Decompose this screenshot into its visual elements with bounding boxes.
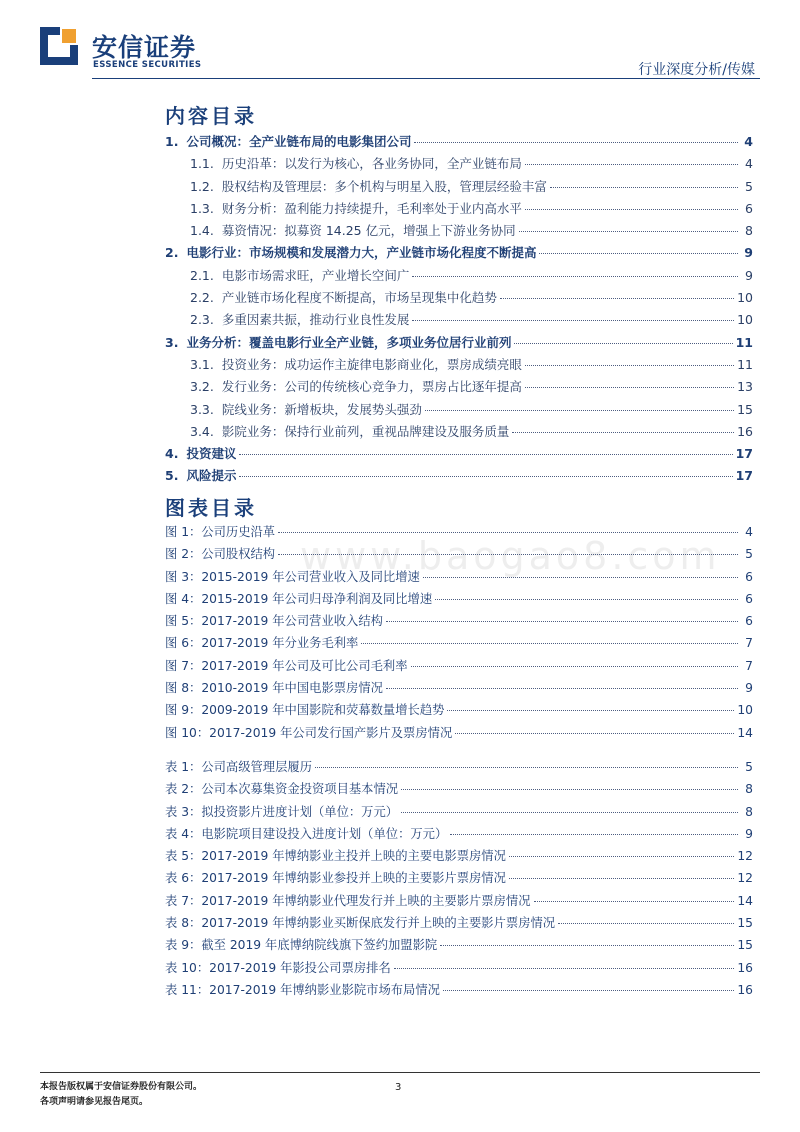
toc-item-text: 影院业务：保持行业前列，重视品牌建设及服务质量 [221,423,510,439]
dot-leader [425,410,734,411]
figure-list-item[interactable] [165,678,753,700]
figure-list-item-page: 7 [745,658,753,673]
dot-leader [525,365,734,366]
dot-leader [539,253,738,254]
toc-item-text: 公司概况：全产业链布局的电影集团公司 [186,134,412,149]
toc-item-page: 8 [745,223,753,239]
dot-leader [509,856,734,857]
figure-list-item-text: 图 5：2017-2019 年公司营业收入结构 [165,614,383,629]
table-list-item-text: 表 4：电影院项目建设投入进度计划（单位：万元） [165,826,448,841]
toc-item-text: 投资建议 [186,446,237,462]
figure-list-item-page: 6 [745,591,753,606]
toc-item-number: 3.3. [190,401,214,417]
dot-leader [386,688,738,689]
dot-leader [525,209,738,210]
table-list-item-page: 12 [737,849,753,864]
toc-item[interactable] [165,422,753,444]
table-list-item-text: 表 5：2017-2019 年博纳影业主投并上映的主要电影票房情况 [165,849,506,864]
dot-leader [534,901,735,902]
dot-leader [239,454,732,455]
dot-leader [500,298,734,299]
dot-leader [394,968,735,969]
figure-list-item-text: 图 4：2015-2019 年公司归母净利润及同比增速 [165,591,433,606]
figure-list-item-text: 图 1：公司历史沿革 [165,525,276,539]
dot-leader [550,187,738,188]
toc-item-page: 4 [745,156,753,172]
toc-item-page: 6 [745,200,753,216]
figure-list-item-text: 图 2：公司股权结构 [165,547,276,562]
figure-list-item-text: 图 7：2017-2019 年公司及可比公司毛利率 [165,658,408,673]
toc-item-number: 2. [165,245,179,261]
toc-item-text: 募资情况：拟募资 14.25 亿元，增强上下游业务协同 [221,223,516,239]
toc-item-number: 1. [165,134,179,149]
toc-item-page: 17 [735,446,753,462]
toc-item-text: 投资业务：成功运作主旋律电影商业化，票房成绩亮眼 [221,356,522,372]
dot-leader [443,990,734,991]
figure-list-item-text: 图 9：2009-2019 年中国影院和荧幕数量增长趋势 [165,703,445,718]
dot-leader [450,834,738,835]
table-list-item-text: 表 8：2017-2019 年博纳影业买断保底发行并上映的主要影片票房情况 [165,916,556,931]
figure-list-item-page: 6 [745,569,753,584]
dot-leader [401,789,738,790]
figure-list-item[interactable] [165,522,753,544]
toc-item-text: 多重因素共振，推动行业良性发展 [221,312,410,328]
table-list-item-page: 15 [737,916,753,931]
toc-item-number: 1.4. [190,223,214,239]
dot-leader [278,554,738,555]
table-list-item[interactable] [165,824,753,846]
table-list-item-text: 表 11：2017-2019 年博纳影业影院市场布局情况 [165,982,440,997]
table-list-item[interactable] [165,891,753,913]
figure-list-item-text: 图 10：2017-2019 年公司发行国产影片及票房情况 [165,725,453,740]
toc-item-page: 15 [737,401,753,417]
table-list-item-text: 表 10：2017-2019 年影投公司票房排名 [165,960,391,975]
dot-leader [514,343,732,344]
dot-leader [412,276,738,277]
toc-item-page: 11 [737,356,753,372]
copyright-note: 本报告版权属于安信证券股份有限公司。 [40,1082,203,1092]
toc-item[interactable] [165,288,753,310]
dot-leader [423,577,738,578]
table-list-item[interactable] [165,846,753,868]
toc-item-number: 3.1. [190,356,214,372]
figure-list-item[interactable] [165,611,753,633]
figure-list-item[interactable] [165,656,753,678]
table-list-item[interactable] [165,980,753,1002]
brand-name-cn: 安信证券 [92,33,197,62]
figure-list-item-page: 6 [745,614,753,629]
dot-leader [386,621,738,622]
figure-list-item[interactable] [165,633,753,655]
table-list-item-page: 14 [737,893,753,908]
dot-leader [512,432,734,433]
toc-item[interactable] [165,355,753,377]
table-list-item-page: 16 [737,982,753,997]
toc-item-page: 5 [745,178,753,194]
figure-list-item-text: 图 8：2010-2019 年中国电影票房情况 [165,681,383,696]
toc-item-page: 17 [735,468,753,484]
page-number: 3 [395,1082,402,1093]
toc-item-page: 9 [744,245,753,261]
footer-divider [40,1072,760,1073]
table-list [165,757,753,1002]
toc-item[interactable] [165,310,753,332]
table-list-item-page: 9 [745,826,753,841]
table-list-item[interactable] [165,935,753,957]
toc-item-text: 业务分析：覆盖电影行业全产业链，多项业务位居行业前列 [186,334,512,350]
table-list-item[interactable] [165,757,753,779]
toc-item-page: 4 [744,134,753,149]
toc-item-text: 发行业务：公司的传统核心竞争力，票房占比逐年提高 [221,379,522,395]
toc-item-text: 电影市场需求旺，产业增长空间广 [221,267,410,283]
toc-item-page: 10 [737,312,753,328]
toc-item-page: 11 [735,334,753,350]
toc-item[interactable] [165,400,753,422]
table-list-item-page: 12 [737,871,753,886]
table-list-item-page: 5 [745,760,753,774]
toc-item-text: 风险提示 [186,468,237,484]
toc-item-number: 2.2. [190,290,214,306]
watermark: www.baogao8.com [300,534,721,578]
toc-item-text: 股权结构及管理层：多个机构与明星入股，管理层经验丰富 [221,178,547,194]
figures-title: 图表目录 [165,496,257,520]
toc-item-number: 3.4. [190,423,214,439]
dot-leader [455,733,734,734]
dot-leader [414,142,738,143]
figure-list-item-page: 7 [745,636,753,651]
toc-item[interactable] [165,132,753,154]
toc-item-number: 4. [165,446,179,462]
toc-item-number: 2.1. [190,267,214,283]
toc-item[interactable] [165,221,753,243]
dot-leader [278,532,738,533]
table-list-item-page: 15 [737,938,753,953]
toc-item[interactable] [165,177,753,199]
toc-item[interactable] [165,466,753,488]
dot-leader [315,767,738,768]
dot-leader [509,878,734,879]
figure-list-item[interactable] [165,700,753,722]
toc-item[interactable] [165,154,753,176]
dot-leader [411,666,738,667]
table-list-item[interactable] [165,779,753,801]
figure-list [165,522,753,745]
dot-leader [361,643,738,644]
figure-list-item-page: 9 [745,681,753,696]
figure-list-item[interactable] [165,589,753,611]
essence-logo-icon [40,27,78,65]
figure-list-item[interactable] [165,544,753,566]
dot-leader [440,945,734,946]
toc-item-number: 1.1. [190,156,214,172]
toc-item-text: 院线业务：新增板块，发展势头强劲 [221,401,422,417]
figure-list-item-page: 4 [745,525,753,539]
header-divider [92,78,760,79]
table-list-item-page: 16 [737,960,753,975]
toc-item-text: 历史沿革：以发行为核心，各业务协同，全产业链布局 [221,156,522,172]
table-list-item-text: 表 9：截至 2019 年底博纳院线旗下签约加盟影院 [165,938,438,953]
toc-item-number: 1.2. [190,178,214,194]
dot-leader [525,164,738,165]
toc-item-text: 产业链市场化程度不断提高，市场呈现集中化趋势 [221,290,497,306]
table-list-item-text: 表 7：2017-2019 年博纳影业代理发行并上映的主要影片票房情况 [165,893,531,908]
toc-item-number: 2.3. [190,312,214,328]
toc-item-page: 10 [737,290,753,306]
table-list-item[interactable] [165,958,753,980]
toc-item-page: 9 [745,267,753,283]
toc-item[interactable] [165,243,753,265]
dot-leader [239,476,732,477]
toc-item-page: 13 [737,379,753,395]
table-list-item-page: 8 [745,782,753,797]
dot-leader [447,710,734,711]
toc-item[interactable] [165,444,753,466]
figure-list-item-page: 14 [737,725,753,740]
toc-item[interactable] [165,333,753,355]
figure-list-item-text: 图 6：2017-2019 年分业务毛利率 [165,636,359,651]
toc-item-number: 3.2. [190,379,214,395]
dot-leader [519,231,738,232]
report-category: 行业深度分析/传媒 [638,62,755,78]
brand-name-en: ESSENCE SECURITIES [93,60,202,70]
figure-list-item[interactable] [165,723,753,745]
table-list-item-text: 表 3：拟投资影片进度计划（单位：万元） [165,804,399,819]
dot-leader [401,812,738,813]
disclaimer-note: 各项声明请参见报告尾页。 [40,1097,149,1107]
dot-leader [412,320,734,321]
table-list-item[interactable] [165,868,753,890]
figure-list-item-page: 10 [737,703,753,718]
toc-item-page: 16 [737,423,753,439]
toc-item[interactable] [165,266,753,288]
table-list-item-text: 表 6：2017-2019 年博纳影业参投并上映的主要影片票房情况 [165,871,506,886]
table-of-contents [165,132,753,489]
table-list-item-page: 8 [745,804,753,819]
toc-item-number: 5. [165,468,179,484]
figure-list-item-text: 图 3：2015-2019 年公司营业收入及同比增速 [165,569,420,584]
toc-item-text: 财务分析：盈利能力持续提升，毛利率处于业内高水平 [221,200,522,216]
toc-item[interactable] [165,199,753,221]
dot-leader [558,923,734,924]
table-list-item-text: 表 2：公司本次募集资金投资项目基本情况 [165,782,399,797]
figure-list-item[interactable] [165,567,753,589]
toc-item-text: 电影行业：市场规模和发展潜力大，产业链市场化程度不断提高 [186,245,537,261]
toc-item-number: 3. [165,334,179,350]
toc-item[interactable] [165,377,753,399]
table-list-item-text: 表 1：公司高级管理层履历 [165,760,312,774]
dot-leader [525,387,734,388]
dot-leader [435,599,738,600]
page-header [0,0,800,84]
toc-item-number: 1.3. [190,200,214,216]
figure-list-item-page: 5 [745,547,753,562]
table-list-item[interactable] [165,913,753,935]
table-list-item[interactable] [165,802,753,824]
toc-title: 内容目录 [165,104,257,128]
